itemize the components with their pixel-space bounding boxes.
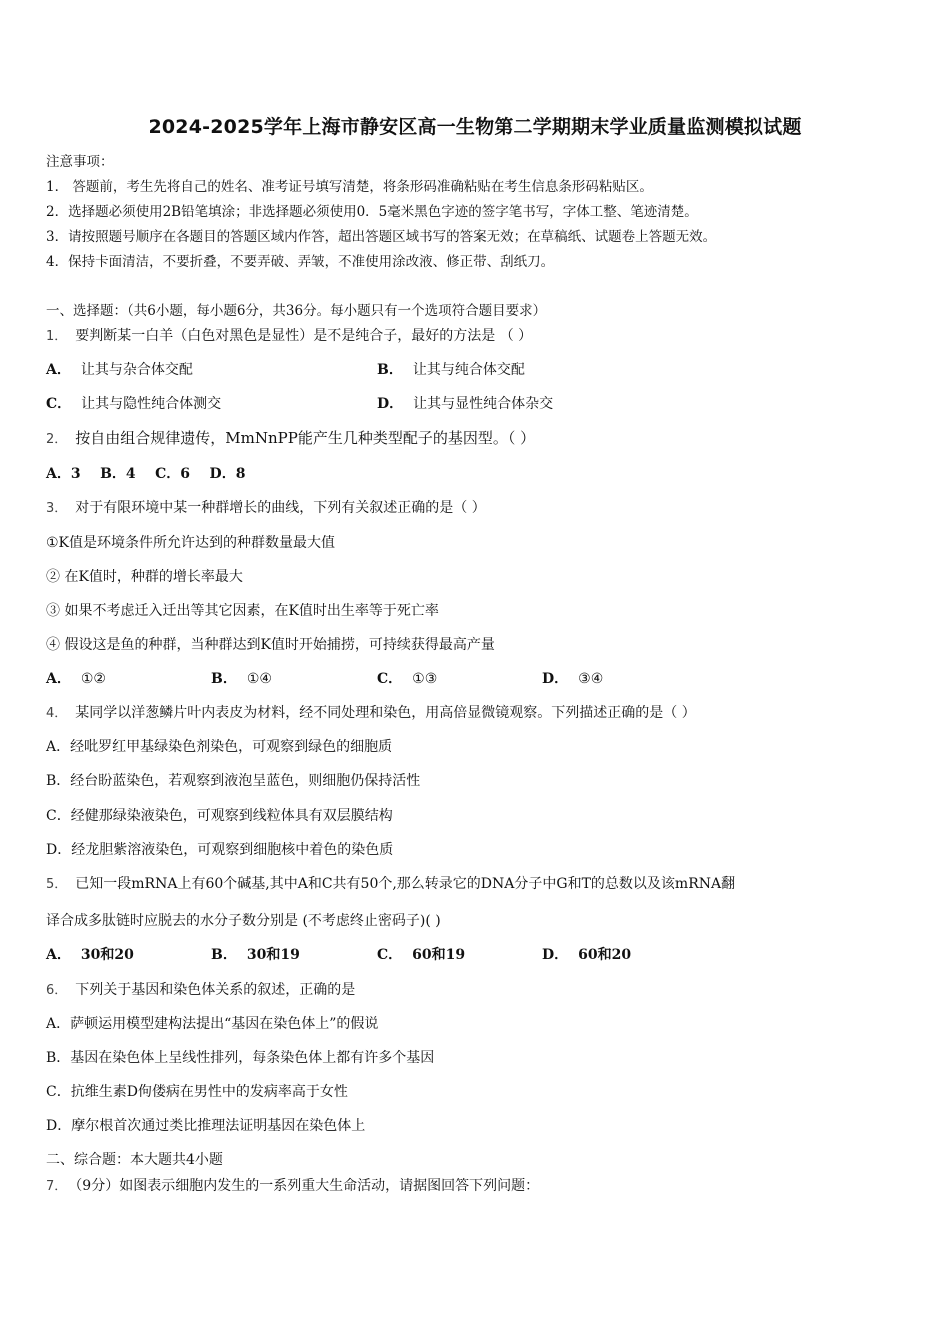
option-b bbox=[377, 360, 525, 380]
question-6 bbox=[46, 980, 355, 1001]
option-a bbox=[46, 669, 106, 689]
notice-heading: 注意事项： bbox=[46, 154, 114, 170]
notice-item: 1． 答题前，考生先将自己的姓名、准考证号填写清楚，将条形码准确粘贴在考生信息条形码粘贴区。 bbox=[46, 179, 653, 195]
option-label: A． bbox=[46, 362, 71, 378]
option-a bbox=[46, 945, 134, 965]
option-label: C． bbox=[46, 396, 72, 412]
option-d bbox=[542, 669, 603, 689]
notice-item: 2．选择题必须使用2B铅笔填涂；非选择题必须使用0．5毫米黑色字迹的签字笔书写，字体工整、笔迹清楚。 bbox=[46, 204, 698, 220]
option-b: B．基因在染色体上呈线性排列，每条染色体上都有许多个基因 bbox=[46, 1050, 435, 1066]
question-stem: 按自由组合规律遗传，MmNnPP能产生几种类型配子的基因型。（ ） bbox=[75, 429, 536, 447]
question-number: 7． bbox=[46, 1179, 68, 1194]
option-d: D．经龙胆紫溶液染色，可观察到细胞核中着色的染色质 bbox=[46, 842, 394, 858]
option-text: 30和19 bbox=[246, 947, 300, 963]
statement: ④ 假设这是鱼的种群，当种群达到K值时开始捕捞，可持续获得最高产量 bbox=[46, 637, 495, 653]
option-text: 60和19 bbox=[412, 947, 466, 963]
question-stem: 对于有限环境中某一种群增长的曲线，下列有关叙述正确的是（ ） bbox=[75, 500, 486, 516]
question-2-options: A．3 B．4 C．6 D．8 bbox=[46, 466, 246, 482]
question-stem: 下列关于基因和染色体关系的叙述，正确的是 bbox=[75, 982, 356, 998]
question-number: 2． bbox=[46, 432, 68, 447]
question-5 bbox=[46, 874, 735, 895]
option-label: C． bbox=[377, 671, 403, 687]
statement: ①K值是环境条件所允许达到的种群数量最大值 bbox=[46, 535, 336, 551]
option-text: 60和20 bbox=[578, 947, 632, 963]
option-label: A． bbox=[46, 671, 71, 687]
notice-item: 4．保持卡面清洁，不要折叠，不要弄破、弄皱，不准使用涂改液、修正带、刮纸刀。 bbox=[46, 254, 555, 270]
option-label: D． bbox=[542, 947, 569, 963]
option-text: 让其与杂合体交配 bbox=[80, 362, 193, 378]
statement: ② 在K值时，种群的增长率最大 bbox=[46, 569, 243, 585]
question-number: 6． bbox=[46, 983, 68, 998]
option-b bbox=[211, 945, 300, 965]
option-text: 让其与显性纯合体杂交 bbox=[413, 396, 554, 412]
option-text: 让其与隐性纯合体测交 bbox=[81, 396, 222, 412]
page-title: 2024-2025学年上海市静安区高一生物第二学期期末学业质量监测模拟试题 bbox=[148, 116, 802, 138]
option-a: A．经吡罗红甲基绿染色剂染色，可观察到绿色的细胞质 bbox=[46, 739, 393, 755]
option-text: ①④ bbox=[246, 671, 272, 687]
option-a bbox=[46, 360, 193, 380]
option-label: B． bbox=[211, 947, 237, 963]
question-number: 1． bbox=[46, 329, 68, 344]
question-stem: 已知一段mRNA上有60个碱基,其中A和C共有50个,那么转录它的DNA分子中G和T的总数以及该mRNA翻 bbox=[75, 876, 736, 892]
option-text: 让其与纯合体交配 bbox=[412, 362, 525, 378]
option-label: B． bbox=[211, 671, 237, 687]
question-number: 5． bbox=[46, 877, 68, 892]
question-4 bbox=[46, 703, 696, 724]
question-5-continuation: 译合成多肽链时应脱去的水分子数分别是 (不考虑终止密码子)( ) bbox=[46, 913, 441, 929]
option-text: ①③ bbox=[412, 671, 438, 687]
option-text: 30和20 bbox=[80, 947, 134, 963]
option-label: D． bbox=[377, 396, 404, 412]
option-label: B． bbox=[377, 362, 403, 378]
statement: ③ 如果不考虑迁入迁出等其它因素，在K值时出生率等于死亡率 bbox=[46, 603, 439, 619]
option-label: D． bbox=[542, 671, 569, 687]
question-3 bbox=[46, 498, 486, 519]
option-d bbox=[377, 394, 553, 414]
question-stem: 某同学以洋葱鳞片叶内表皮为材料，经不同处理和染色，用高倍显微镜观察。下列描述正确的是（ ） bbox=[75, 705, 696, 721]
question-stem: （9分）如图表示细胞内发生的一系列重大生命活动，请据图回答下列问题： bbox=[75, 1178, 540, 1194]
question-number: 4． bbox=[46, 706, 68, 721]
option-label: C． bbox=[377, 947, 403, 963]
option-c bbox=[377, 669, 437, 689]
option-c bbox=[46, 394, 221, 414]
option-text: ①② bbox=[80, 671, 106, 687]
option-b: B．经台盼蓝染色，若观察到液泡呈蓝色，则细胞仍保持活性 bbox=[46, 773, 421, 789]
section-heading-comprehensive: 二、综合题：本大题共4小题 bbox=[46, 1152, 223, 1168]
option-c: C．经健那绿染液染色，可观察到线粒体具有双层膜结构 bbox=[46, 808, 393, 824]
option-b bbox=[211, 669, 272, 689]
option-d: D．摩尔根首次通过类比推理法证明基因在染色体上 bbox=[46, 1118, 366, 1134]
question-number: 3． bbox=[46, 501, 68, 516]
question-stem: 要判断某一白羊（白色对黑色是显性）是不是纯合子，最好的方法是 （ ） bbox=[75, 328, 533, 344]
question-7 bbox=[46, 1176, 539, 1197]
option-c bbox=[377, 945, 465, 965]
option-label: A． bbox=[46, 947, 71, 963]
option-c: C．抗维生素D佝偻病在男性中的发病率高于女性 bbox=[46, 1084, 348, 1100]
question-1 bbox=[46, 326, 532, 347]
option-a: A．萨顿运用模型建构法提出“基因在染色体上”的假说 bbox=[46, 1016, 379, 1032]
question-2 bbox=[46, 428, 535, 450]
option-text: ③④ bbox=[578, 671, 604, 687]
option-d bbox=[542, 945, 631, 965]
section-heading-choice: 一、选择题：（共6小题，每小题6分，共36分。每小题只有一个选项符合题目要求） bbox=[46, 303, 547, 319]
notice-item: 3．请按照题号顺序在各题目的答题区域内作答，超出答题区域书写的答案无效；在草稿纸、试题卷上答题无效。 bbox=[46, 229, 717, 245]
